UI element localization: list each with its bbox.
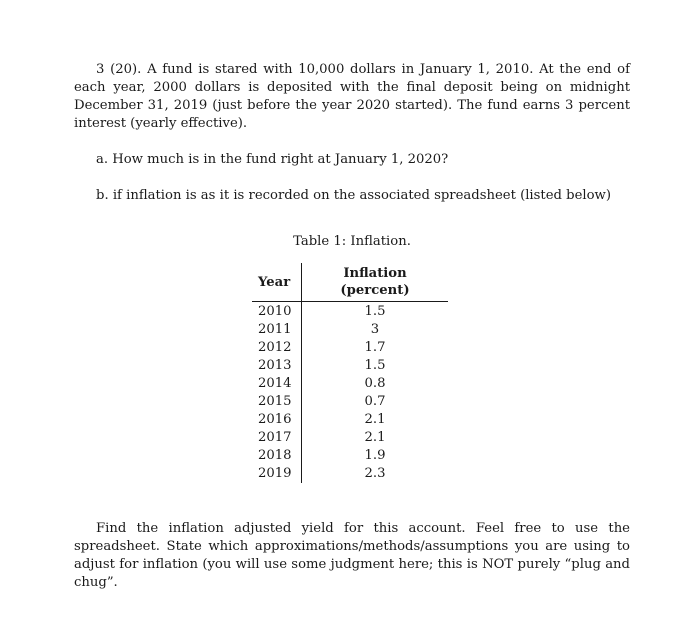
inflation-cell: 1.5 xyxy=(364,304,386,319)
table-row xyxy=(252,339,448,357)
year-cell: 2012 xyxy=(252,339,302,357)
inflation-table xyxy=(252,263,448,483)
year-cell: 2017 xyxy=(252,429,302,447)
problem-statement: 3 (20). A fund is stared with 10,000 dollars in January 1, 2010. At the end of each year, 2000 dollars is deposited with the final deposit being on midnight December 31, 2019 (just before the year 2020 started). The fund earns 3 percent interest (yearly effective). xyxy=(74,62,630,131)
table-row xyxy=(252,429,448,447)
year-cell: 2016 xyxy=(252,411,302,429)
year-cell: 2013 xyxy=(252,357,302,375)
inflation-column-header: Inflation (percent) xyxy=(302,263,449,302)
table-row xyxy=(252,321,448,339)
table-row xyxy=(252,393,448,411)
inflation-cell: 1.7 xyxy=(364,340,386,355)
inflation-cell: 2.1 xyxy=(364,430,386,445)
table-row xyxy=(252,302,448,322)
year-cell: 2010 xyxy=(252,302,302,322)
inflation-cell: 2.1 xyxy=(364,412,386,427)
year-cell: 2014 xyxy=(252,375,302,393)
year-cell: 2019 xyxy=(252,465,302,483)
question-a: a. How much is in the fund right at January 1, 2020? xyxy=(96,152,449,167)
inflation-cell: 1.9 xyxy=(364,448,386,463)
inflation-cell: 3 xyxy=(370,322,380,337)
inflation-cell: 1.5 xyxy=(364,358,386,373)
year-cell: 2015 xyxy=(252,393,302,411)
table-row xyxy=(252,447,448,465)
year-cell: 2018 xyxy=(252,447,302,465)
inflation-cell: 0.7 xyxy=(364,394,386,409)
year-column-header: Year xyxy=(252,263,302,302)
table-row xyxy=(252,375,448,393)
question-b: b. if inflation is as it is recorded on the associated spreadsheet (listed below) xyxy=(96,188,611,203)
table-header-row xyxy=(252,263,448,302)
inflation-cell: 2.3 xyxy=(364,466,386,481)
table-row xyxy=(252,465,448,483)
year-cell: 2011 xyxy=(252,321,302,339)
table-row xyxy=(252,411,448,429)
closing-instructions: Find the inflation adjusted yield for this account. Feel free to use the spreadsheet. State which approximations/methods/assumptions you are using to adjust for inflation (you will use some judgment here; this is NOT purely “plug and chug”. xyxy=(74,521,630,590)
table-caption: Table 1: Inflation. xyxy=(293,234,411,249)
inflation-cell: 0.8 xyxy=(364,376,386,391)
table-row xyxy=(252,357,448,375)
